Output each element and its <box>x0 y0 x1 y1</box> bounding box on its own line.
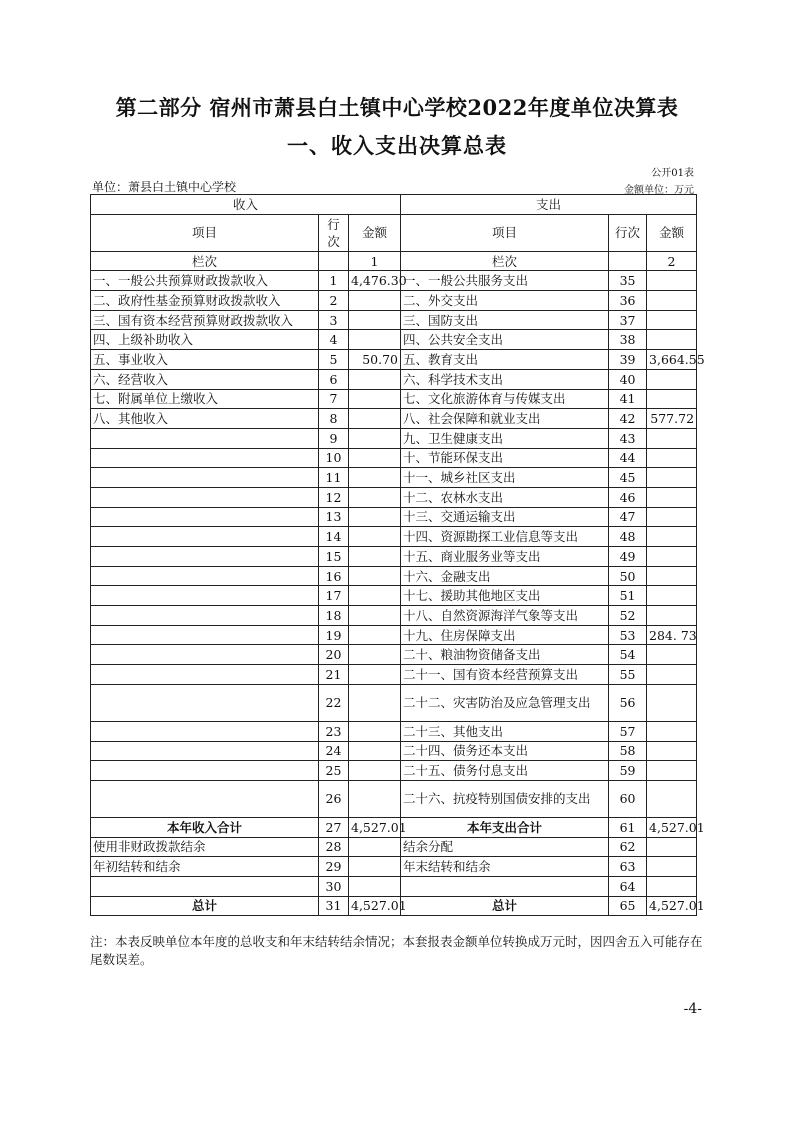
expense-amount-cell <box>647 428 697 448</box>
expense-line-no-cell: 43 <box>609 428 647 448</box>
expense-amount-cell <box>647 741 697 761</box>
income-item-cell <box>91 527 319 547</box>
income-line-no-cell: 25 <box>319 761 349 781</box>
income-line-no-cell: 8 <box>319 409 349 429</box>
expense-line-no-cell: 37 <box>609 310 647 330</box>
blank-cell <box>319 251 349 271</box>
expense-amount-cell: 577.72 <box>647 409 697 429</box>
expense-item-cell: 二十三、其他支出 <box>401 721 609 741</box>
income-line-no-cell: 14 <box>319 527 349 547</box>
income-item-cell <box>91 468 319 488</box>
table-row <box>91 741 697 761</box>
income-line-no-cell: 22 <box>319 684 349 721</box>
expense-line-no-cell: 47 <box>609 507 647 527</box>
income-line-no-cell: 6 <box>319 369 349 389</box>
expense-item-cell: 三、国防支出 <box>401 310 609 330</box>
expense-line-no-cell: 51 <box>609 586 647 606</box>
expense-amount-cell <box>647 780 697 817</box>
income-amount-cell <box>349 330 401 350</box>
expense-amount-cell <box>647 665 697 685</box>
table-row <box>91 684 697 721</box>
income-item-cell: 六、经营收入 <box>91 369 319 389</box>
expense-amount-cell <box>647 310 697 330</box>
expense-line-no-header: 行次 <box>609 214 647 251</box>
income-item-cell <box>91 566 319 586</box>
income-line-no-cell: 3 <box>319 310 349 330</box>
expense-item-cell: 十九、住房保障支出 <box>401 625 609 645</box>
income-item-cell <box>91 721 319 741</box>
income-amount-cell <box>349 428 401 448</box>
income-amount-cell <box>349 665 401 685</box>
page-title: 第二部分 宿州市萧县白土镇中心学校2022年度单位决算表 <box>115 95 679 120</box>
table-row <box>91 586 697 606</box>
expense-line-no-cell: 64 <box>609 876 647 896</box>
income-line-no-cell: 20 <box>319 645 349 665</box>
income-item-cell <box>91 645 319 665</box>
expense-item-cell: 一、一般公共服务支出 <box>401 271 609 291</box>
income-amount-cell <box>349 448 401 468</box>
expense-line-no-cell: 52 <box>609 606 647 626</box>
expense-amount-cell <box>647 271 697 291</box>
expense-item-cell: 十八、自然资源海洋气象等支出 <box>401 606 609 626</box>
expense-line-no-cell: 35 <box>609 271 647 291</box>
expense-item-cell: 本年支出合计 <box>401 817 609 837</box>
table-row <box>91 625 697 645</box>
income-amount-cell <box>349 389 401 409</box>
expense-line-no-cell: 48 <box>609 527 647 547</box>
unit-label: 单位：萧县白土镇中心学校 <box>92 180 237 194</box>
income-item-cell <box>91 780 319 817</box>
form-number: 公开01表 <box>651 168 694 179</box>
expense-amount-cell <box>647 721 697 741</box>
expense-item-cell: 二十六、抗疫特别国债安排的支出 <box>401 780 609 817</box>
income-item-cell: 五、事业收入 <box>91 350 319 370</box>
income-item-cell <box>91 428 319 448</box>
expense-line-no-cell: 63 <box>609 857 647 877</box>
income-amount-cell <box>349 761 401 781</box>
expense-amount-cell <box>647 586 697 606</box>
income-amount-cell: 4,527.01 <box>349 896 401 916</box>
income-line-no-cell: 13 <box>319 507 349 527</box>
income-amount-cell <box>349 310 401 330</box>
income-item-cell <box>91 448 319 468</box>
income-line-no-cell: 5 <box>319 350 349 370</box>
table-row <box>91 665 697 685</box>
expense-amount-cell <box>647 468 697 488</box>
income-amount-cell <box>349 369 401 389</box>
expense-line-no-cell: 50 <box>609 566 647 586</box>
expense-amount-cell <box>647 547 697 567</box>
income-item-cell: 二、政府性基金预算财政拨款收入 <box>91 291 319 311</box>
table-row <box>91 330 697 350</box>
income-amount-cell: 50.70 <box>349 350 401 370</box>
page-number: -4- <box>683 1001 702 1017</box>
expense-amount-cell: 4,527.01 <box>647 817 697 837</box>
expense-item-cell: 四、公共安全支出 <box>401 330 609 350</box>
expense-line-no-cell: 49 <box>609 547 647 567</box>
expense-col-label: 栏次 <box>401 251 609 271</box>
income-item-cell <box>91 507 319 527</box>
income-col-number: 1 <box>349 251 401 271</box>
table-row <box>91 876 697 896</box>
expense-line-no-cell: 65 <box>609 896 647 916</box>
expense-item-cell: 二十二、灾害防治及应急管理支出 <box>401 684 609 721</box>
income-item-cell: 一、一般公共预算财政拨款收入 <box>91 271 319 291</box>
income-line-no-cell: 31 <box>319 896 349 916</box>
income-line-no-cell: 23 <box>319 721 349 741</box>
income-item-header: 项目 <box>91 214 319 251</box>
expense-item-cell: 结余分配 <box>401 837 609 857</box>
income-amount-cell <box>349 586 401 606</box>
income-line-no-cell: 1 <box>319 271 349 291</box>
expense-item-cell: 十五、商业服务业等支出 <box>401 547 609 567</box>
expense-amount-cell: 3,664.55 <box>647 350 697 370</box>
expense-amount-cell <box>647 837 697 857</box>
table-row <box>91 448 697 468</box>
expense-item-cell: 十六、金融支出 <box>401 566 609 586</box>
expense-amount-cell <box>647 761 697 781</box>
income-item-cell <box>91 665 319 685</box>
income-line-no-cell: 21 <box>319 665 349 685</box>
expense-amount-cell <box>647 606 697 626</box>
income-amount-cell <box>349 780 401 817</box>
income-item-cell <box>91 876 319 896</box>
expense-item-cell <box>401 876 609 896</box>
income-item-cell: 总计 <box>91 896 319 916</box>
income-item-cell: 年初结转和结余 <box>91 857 319 877</box>
expense-item-cell: 七、文化旅游体育与传媒支出 <box>401 389 609 409</box>
income-item-cell <box>91 547 319 567</box>
expense-amount-header: 金额 <box>647 214 697 251</box>
table-title: 一、收入支出决算总表 <box>287 133 507 158</box>
expense-item-cell: 十一、城乡社区支出 <box>401 468 609 488</box>
table-row <box>91 817 697 837</box>
income-line-no-cell: 16 <box>319 566 349 586</box>
income-item-cell <box>91 741 319 761</box>
income-item-cell <box>91 606 319 626</box>
expense-item-cell: 六、科学技术支出 <box>401 369 609 389</box>
table-row <box>91 645 697 665</box>
expense-line-no-cell: 54 <box>609 645 647 665</box>
income-line-no-cell: 29 <box>319 857 349 877</box>
expense-col-number: 2 <box>647 251 697 271</box>
income-line-no-cell: 11 <box>319 468 349 488</box>
expense-amount-cell <box>647 566 697 586</box>
table-row <box>91 468 697 488</box>
expense-amount-cell <box>647 857 697 877</box>
income-amount-cell <box>349 606 401 626</box>
expense-line-no-cell: 60 <box>609 780 647 817</box>
income-item-cell <box>91 586 319 606</box>
expense-item-cell: 八、社会保障和就业支出 <box>401 409 609 429</box>
income-amount-cell <box>349 507 401 527</box>
income-amount-cell <box>349 625 401 645</box>
expense-item-cell: 总计 <box>401 896 609 916</box>
income-item-cell <box>91 487 319 507</box>
expense-amount-cell <box>647 369 697 389</box>
income-line-no-cell: 18 <box>319 606 349 626</box>
expense-amount-cell: 284. 73 <box>647 625 697 645</box>
expense-amount-cell <box>647 389 697 409</box>
income-item-cell: 四、上级补助收入 <box>91 330 319 350</box>
expense-item-header: 项目 <box>401 214 609 251</box>
expense-line-no-cell: 36 <box>609 291 647 311</box>
expense-amount-cell <box>647 487 697 507</box>
income-amount-cell <box>349 741 401 761</box>
income-amount-cell <box>349 527 401 547</box>
table-row <box>91 310 697 330</box>
expense-line-no-cell: 55 <box>609 665 647 685</box>
expense-item-cell: 十三、交通运输支出 <box>401 507 609 527</box>
expense-line-no-cell: 62 <box>609 837 647 857</box>
expense-item-cell: 九、卫生健康支出 <box>401 428 609 448</box>
expense-line-no-cell: 38 <box>609 330 647 350</box>
expense-item-cell: 二十一、国有资本经营预算支出 <box>401 665 609 685</box>
income-amount-cell <box>349 566 401 586</box>
income-amount-cell <box>349 547 401 567</box>
income-line-no-cell: 7 <box>319 389 349 409</box>
table-row <box>91 487 697 507</box>
table-row <box>91 389 697 409</box>
expense-amount-cell <box>647 507 697 527</box>
income-line-no-cell: 12 <box>319 487 349 507</box>
table-row <box>91 369 697 389</box>
income-line-no-cell: 27 <box>319 817 349 837</box>
income-item-cell <box>91 625 319 645</box>
table-row <box>91 547 697 567</box>
table-row <box>91 721 697 741</box>
income-line-no-cell: 9 <box>319 428 349 448</box>
budget-summary-table <box>90 194 705 916</box>
income-item-cell: 八、其他收入 <box>91 409 319 429</box>
table-row <box>91 350 697 370</box>
expense-amount-cell: 4,527.01 <box>647 896 697 916</box>
expense-amount-cell <box>647 527 697 547</box>
expense-line-no-cell: 58 <box>609 741 647 761</box>
table-row <box>91 271 697 291</box>
table-row <box>91 409 697 429</box>
expense-line-no-cell: 44 <box>609 448 647 468</box>
income-amount-cell <box>349 857 401 877</box>
income-line-no-cell: 10 <box>319 448 349 468</box>
income-line-no-cell: 2 <box>319 291 349 311</box>
money-unit-label: 金额单位：万元 <box>624 185 694 196</box>
expense-line-no-cell: 56 <box>609 684 647 721</box>
expense-item-cell: 二十、粮油物资储备支出 <box>401 645 609 665</box>
table-row <box>91 507 697 527</box>
income-line-no-cell: 15 <box>319 547 349 567</box>
income-amount-cell <box>349 468 401 488</box>
income-amount-cell: 4,476.30 <box>349 271 401 291</box>
expense-line-no-cell: 46 <box>609 487 647 507</box>
table-row <box>91 857 697 877</box>
expense-line-no-cell: 39 <box>609 350 647 370</box>
table-row <box>91 566 697 586</box>
expense-line-no-cell: 53 <box>609 625 647 645</box>
table-row <box>91 527 697 547</box>
expense-amount-cell <box>647 291 697 311</box>
expense-item-cell: 十、节能环保支出 <box>401 448 609 468</box>
income-amount-cell: 4,527.01 <box>349 817 401 837</box>
income-amount-cell <box>349 409 401 429</box>
income-amount-cell <box>349 721 401 741</box>
income-header: 收入 <box>91 195 401 215</box>
table-body <box>91 271 705 916</box>
income-line-no-cell: 28 <box>319 837 349 857</box>
table-row <box>91 761 697 781</box>
income-line-no-cell: 19 <box>319 625 349 645</box>
income-amount-cell <box>349 876 401 896</box>
expense-item-cell: 十七、援助其他地区支出 <box>401 586 609 606</box>
income-amount-cell <box>349 645 401 665</box>
expense-item-cell: 二、外交支出 <box>401 291 609 311</box>
income-line-no-cell: 4 <box>319 330 349 350</box>
expense-header: 支出 <box>401 195 697 215</box>
income-item-cell <box>91 684 319 721</box>
expense-amount-cell <box>647 448 697 468</box>
income-line-no-cell: 26 <box>319 780 349 817</box>
table-row <box>91 896 697 916</box>
income-item-cell: 使用非财政拨款结余 <box>91 837 319 857</box>
income-amount-cell <box>349 487 401 507</box>
expense-amount-cell <box>647 645 697 665</box>
expense-item-cell: 十四、资源勘探工业信息等支出 <box>401 527 609 547</box>
expense-item-cell: 五、教育支出 <box>401 350 609 370</box>
table-row <box>91 291 697 311</box>
income-line-no-cell: 30 <box>319 876 349 896</box>
expense-line-no-cell: 42 <box>609 409 647 429</box>
income-item-cell <box>91 761 319 781</box>
expense-amount-cell <box>647 876 697 896</box>
expense-line-no-cell: 59 <box>609 761 647 781</box>
expense-line-no-cell: 61 <box>609 817 647 837</box>
income-amount-cell <box>349 684 401 721</box>
table-row <box>91 606 697 626</box>
expense-item-cell: 二十五、债务付息支出 <box>401 761 609 781</box>
expense-line-no-cell: 45 <box>609 468 647 488</box>
expense-item-cell: 十二、农林水支出 <box>401 487 609 507</box>
income-item-cell: 本年收入合计 <box>91 817 319 837</box>
expense-amount-cell <box>647 684 697 721</box>
income-line-no-cell: 17 <box>319 586 349 606</box>
table-row <box>91 837 697 857</box>
income-amount-cell <box>349 291 401 311</box>
expense-line-no-cell: 41 <box>609 389 647 409</box>
income-line-no-cell: 24 <box>319 741 349 761</box>
income-line-no-header: 行 次 <box>319 214 349 251</box>
income-amount-header: 金额 <box>349 214 401 251</box>
income-item-cell: 三、国有资本经营预算财政拨款收入 <box>91 310 319 330</box>
expense-amount-cell <box>647 330 697 350</box>
table-row <box>91 428 697 448</box>
expense-item-cell: 年末结转和结余 <box>401 857 609 877</box>
income-amount-cell <box>349 837 401 857</box>
table-row <box>91 780 697 817</box>
blank-cell <box>609 251 647 271</box>
footnote: 注：本表反映单位本年度的总收支和年末结转结余情况；本套报表金额单位转换成万元时，因四舍五入可能存在尾数误差。 <box>90 934 703 967</box>
expense-item-cell: 二十四、债务还本支出 <box>401 741 609 761</box>
income-item-cell: 七、附属单位上缴收入 <box>91 389 319 409</box>
expense-line-no-cell: 40 <box>609 369 647 389</box>
income-col-label: 栏次 <box>91 251 319 271</box>
expense-line-no-cell: 57 <box>609 721 647 741</box>
